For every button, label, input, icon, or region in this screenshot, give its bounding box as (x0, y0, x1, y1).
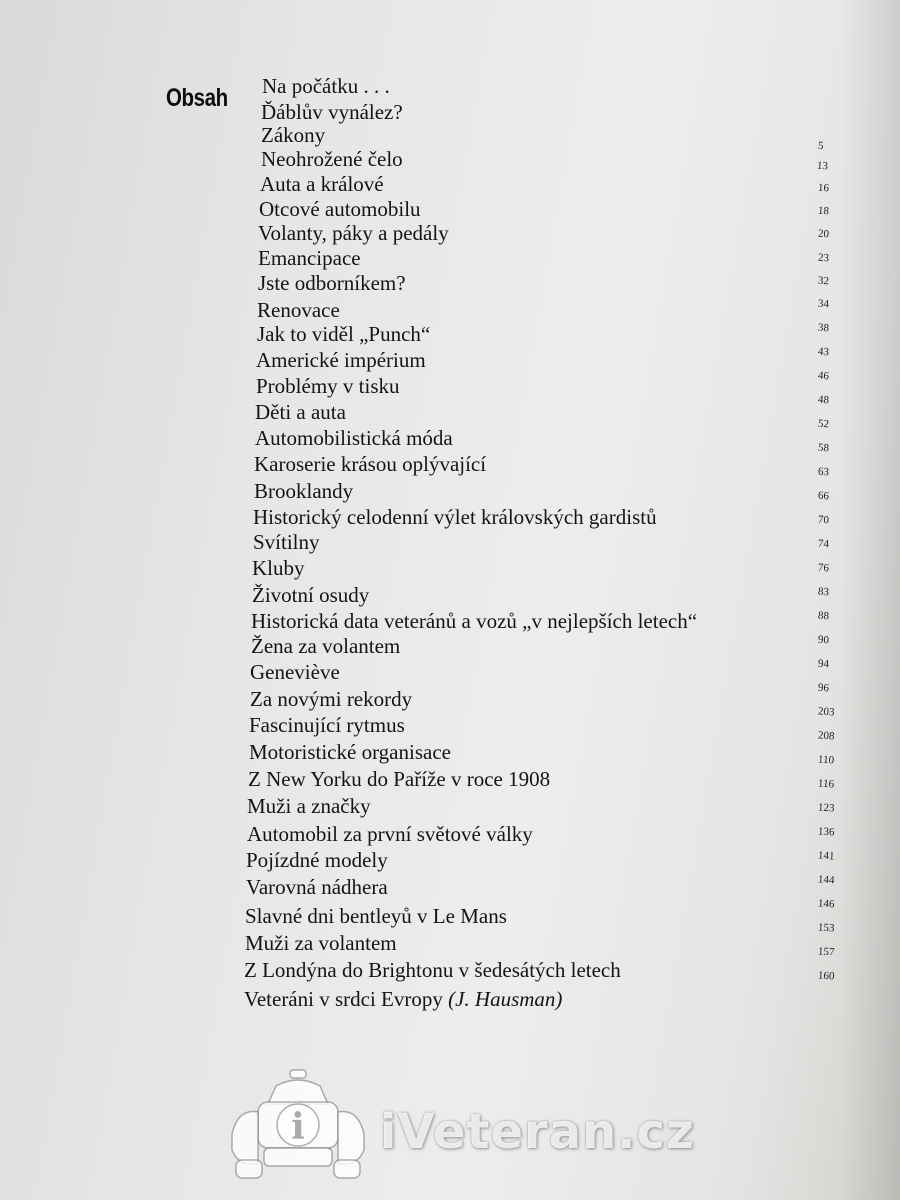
page-number: 203 (817, 705, 835, 719)
toc-entry: Volanty, páky a pedály (258, 221, 449, 245)
page-number: 23 (817, 251, 830, 265)
page-number: 5 (817, 139, 824, 153)
page-number: 63 (817, 465, 830, 479)
page-number: 83 (817, 585, 830, 599)
watermark (228, 1068, 695, 1188)
toc-entry: Kluby (252, 556, 305, 580)
page-number: 90 (817, 633, 830, 647)
page-number: 141 (817, 849, 835, 863)
toc-entry: Varovná nádhera (246, 875, 388, 899)
page-number: 70 (817, 513, 830, 527)
vintage-car-logo-icon (228, 1068, 368, 1180)
toc-entry: Historický celodenní výlet královských gardistů (253, 505, 657, 529)
page-number: 13 (816, 159, 829, 173)
toc-entry: Jak to viděl „Punch“ (257, 322, 431, 346)
toc-entry: Životní osudy (252, 583, 370, 607)
toc-entry: Geneviève (250, 660, 340, 684)
toc-entry: Automobil za první světové války (247, 822, 533, 846)
page-number: 123 (817, 801, 835, 815)
toc-entry: Brooklandy (254, 479, 354, 503)
toc-entry: Neohrožené čelo (261, 147, 403, 171)
toc-entry: Fascinující rytmus (249, 713, 405, 737)
page-number: 144 (817, 873, 835, 887)
page-number: 46 (817, 369, 830, 383)
toc-entry: Slavné dni bentleyů v Le Mans (245, 904, 507, 928)
toc-entry: Zákony (261, 123, 326, 147)
toc-entry: Svítilny (253, 530, 320, 554)
watermark-text: iVeteran.cz (380, 1104, 695, 1160)
page-number: 96 (817, 681, 830, 695)
page-number: 43 (817, 345, 830, 359)
toc-entry: Jste odborníkem? (258, 271, 406, 295)
toc-heading: Obsah (166, 84, 228, 112)
page-number: 58 (817, 441, 830, 455)
page-number: 34 (817, 297, 830, 311)
toc-entry: Děti a auta (255, 400, 346, 424)
page-number: 20 (817, 227, 830, 241)
page-number: 16 (817, 181, 830, 195)
page-number: 88 (817, 609, 830, 623)
page-number: 153 (817, 921, 835, 935)
toc-entry: Emancipace (258, 246, 361, 270)
page-number: 136 (817, 825, 835, 839)
toc-entry: Muži a značky (247, 794, 371, 818)
page-number: 32 (817, 274, 830, 288)
toc-entry: Karoserie krásou oplývající (254, 452, 487, 476)
page-number: 48 (817, 393, 830, 407)
toc-entry: Renovace (257, 298, 340, 322)
page-number: 208 (817, 729, 835, 743)
page-number: 18 (817, 204, 830, 218)
page-number: 110 (817, 753, 835, 767)
toc-entry: Automobilistická móda (255, 426, 453, 450)
page-number: 66 (817, 489, 830, 503)
toc-entry: Z Londýna do Brightonu v šedesátých letech (244, 958, 621, 982)
page-number: 157 (817, 945, 835, 959)
page-number: 74 (817, 537, 830, 551)
toc-entry: Motoristické organisace (249, 740, 451, 764)
toc-entry: Žena za volantem (251, 634, 401, 658)
author-credit: (J. Hausman) (448, 987, 563, 1011)
toc-entry: Historická data veteránů a vozů „v nejlepších letech“ (251, 609, 698, 633)
toc-entry: Auta a králové (260, 172, 384, 196)
page-number: 52 (817, 417, 830, 431)
page-number: 76 (817, 561, 830, 575)
page-number: 38 (817, 321, 830, 335)
toc-entry: Za novými rekordy (250, 687, 413, 711)
toc-entry: Na počátku . . . (262, 74, 390, 98)
page-number: 116 (817, 777, 835, 791)
toc-entry: Pojízdné modely (246, 848, 388, 872)
toc-entry: Problémy v tisku (256, 374, 400, 398)
toc-entry: Veteráni v srdci Evropy (J. Hausman) (244, 987, 563, 1011)
toc-entry: Americké impérium (256, 348, 426, 372)
toc-entry: Otcové automobilu (259, 197, 421, 221)
logo-letter: i (291, 1106, 305, 1148)
page-number: 160 (817, 969, 835, 983)
page-number: 94 (817, 657, 830, 671)
toc-entry: Ďáblův vynález? (261, 100, 403, 124)
toc-entry: Muži za volantem (245, 931, 397, 955)
page-number: 146 (817, 897, 835, 911)
toc-entry: Z New Yorku do Paříže v roce 1908 (248, 767, 551, 791)
